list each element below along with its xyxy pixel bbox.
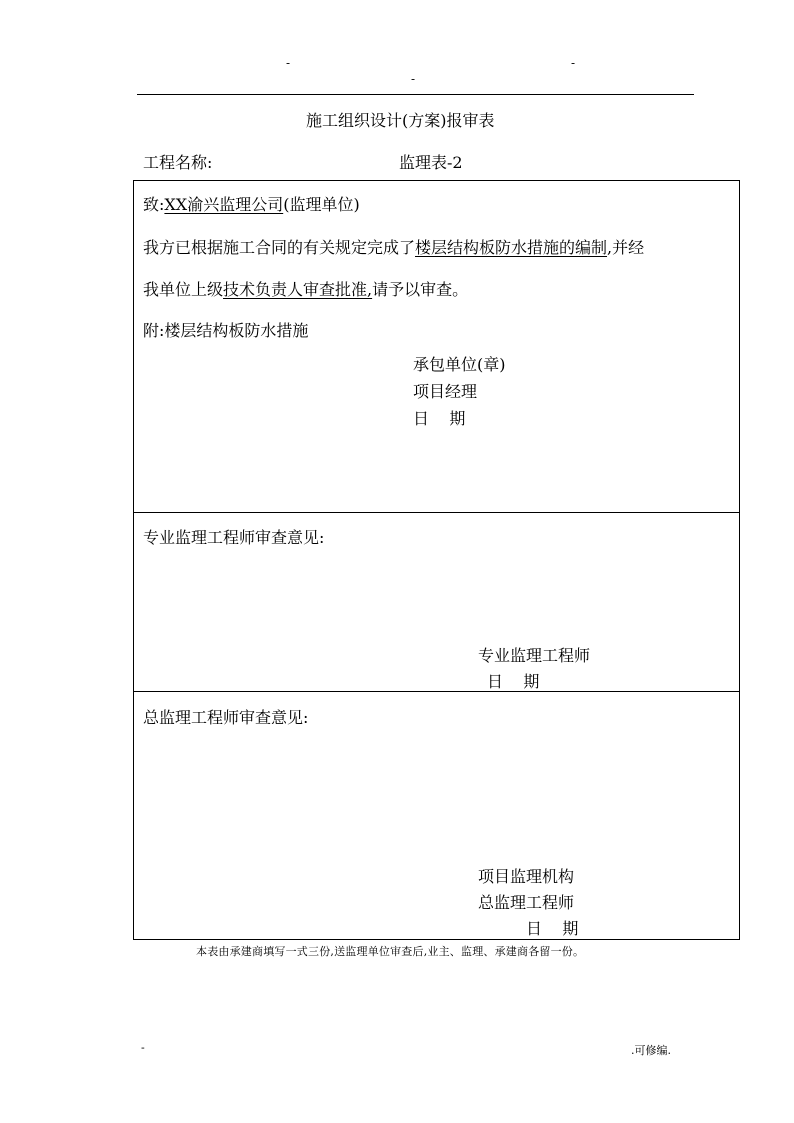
- form-footnote: 本表由承建商填写一式三份,送监理单位审查后,业主、监理、承建商各留一份。: [196, 945, 585, 958]
- statement-line-2: [143, 277, 468, 300]
- contractor-label: 承包单位(章): [413, 355, 506, 374]
- addressee-prefix: 致:: [143, 195, 165, 214]
- project-name-label: 工程名称:: [143, 153, 213, 172]
- chief-date-label: 日 期: [526, 919, 579, 938]
- addressee-line: [143, 192, 360, 215]
- engineer-review-heading: 专业监理工程师审查意见:: [143, 528, 325, 547]
- supervision-org-label: 项目监理机构: [478, 867, 575, 886]
- form-title: 施工组织设计(方案)报审表: [306, 111, 495, 130]
- statement-2-prefix: 我单位上级: [143, 280, 224, 299]
- header-mark-center: -: [411, 72, 416, 86]
- header-rule: [137, 94, 694, 95]
- statement-1-underlined: 楼层结构板防水措施的编制: [415, 238, 608, 257]
- statement-line-1: [143, 235, 644, 258]
- chief-engineer-label: 总监理工程师: [478, 893, 575, 912]
- project-manager-label: 项目经理: [413, 382, 478, 401]
- submission-section: [133, 180, 740, 513]
- footer-editable-note: .可修编.: [631, 1044, 671, 1057]
- engineer-label: 专业监理工程师: [478, 646, 591, 665]
- attachment-line: 附:楼层结构板防水措施: [143, 321, 309, 340]
- footer-left-mark: -: [141, 1041, 145, 1054]
- header-mark-left: -: [286, 56, 291, 70]
- chief-review-section: [133, 691, 740, 940]
- header-mark-right: -: [571, 56, 576, 70]
- chief-review-heading: 总监理工程师审查意见:: [143, 708, 309, 727]
- statement-2-underlined: 技术负责人审查批准,: [223, 280, 373, 299]
- statement-1-suffix: ,并经: [607, 238, 645, 257]
- statement-2-suffix: 请予以审查。: [372, 280, 469, 299]
- form-code: 监理表-2: [399, 153, 463, 172]
- addressee-company: XX渝兴监理公司: [164, 195, 284, 214]
- contractor-date-label: 日 期: [413, 409, 466, 428]
- engineer-date-label: 日 期: [487, 672, 540, 691]
- statement-1-prefix: 我方已根据施工合同的有关规定完成了: [143, 238, 416, 257]
- addressee-suffix: (监理单位): [283, 195, 360, 214]
